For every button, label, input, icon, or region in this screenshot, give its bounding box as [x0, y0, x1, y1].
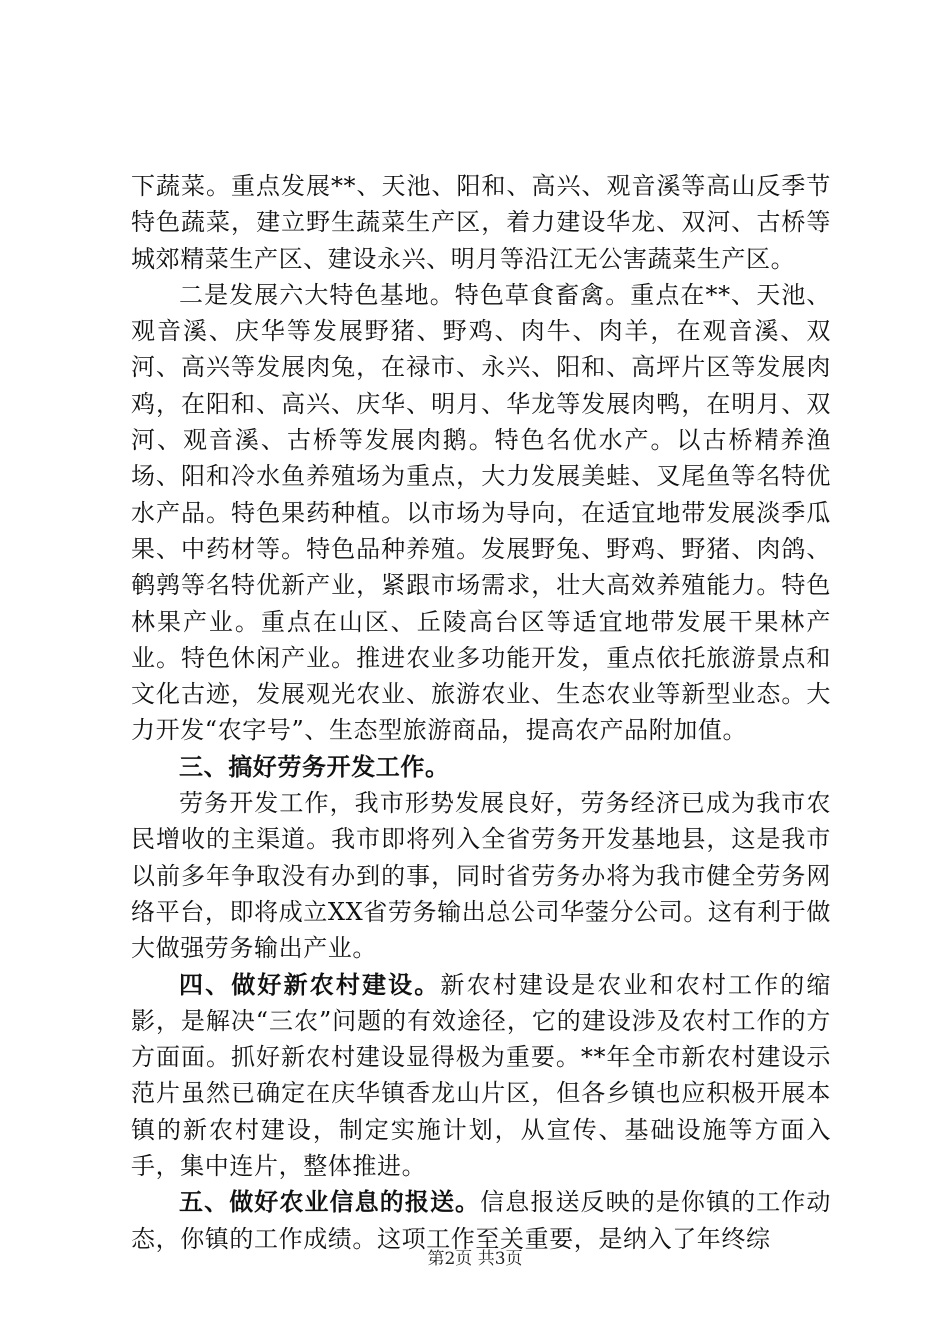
paragraph-text: 二是发展六大特色基地。特色草食畜禽。重点在**、天池、观音溪、庆华等发展野猪、野鸡、肉牛、肉羊，在观音溪、双河、高兴等发展肉兔，在禄市、永兴、阳和、高坪片区等发展肉鸡，在阳和、高兴、庆华、明月、华龙等发展肉鸭，在明月、双河、观音溪、古桥等发展肉鹅。特色名优水产。以古桥精养渔场、阳和冷水鱼养殖场为重点，大力发展美蛙、叉尾鱼等名特优水产品。特色果药种植。以市场为导向，在适宜地带发展淡季瓜果、中药材等。特色品种养殖。发展野兔、野鸡、野猪、肉鸽、鹌鹑等名特优新产业，紧跟市场需求，壮大高效养殖能力。特色林果产业。重点在山区、丘陵高台区等适宜地带发展干果林产业。特色休闲产业。推进农业多功能开发，重点依托旅游景点和文化古迹，发展观光农业、旅游农业、生态农业等新型业态。大力开发“农字号”、生态型旅游商品，提高农产品附加值。	[131, 280, 831, 745]
section-heading: 四、做好新农村建设。	[179, 970, 441, 999]
paragraph-special-bases	[131, 277, 831, 749]
section-heading: 五、做好农业信息的报送。	[179, 1188, 481, 1217]
paragraph-text: 信息报送反映的是你镇的工作动态，你镇的工作成绩。这项工作至关重要，是纳入了年终综	[131, 1188, 831, 1253]
body-text	[131, 168, 831, 1257]
paragraph-text: 劳务开发工作，我市形势发展良好，劳务经济已成为我市农民增收的主渠道。我市即将列入全省劳务开发基地县，这是我市以前多年争取没有办到的事，同时省劳务办将为我市健全劳务网络平台，即将成立XX省劳务输出总公司华蓥分公司。这有利于做大做强劳务输出产业。	[131, 789, 831, 963]
paragraph-labor-development	[131, 785, 831, 966]
page-footer: 第2页 共3页	[427, 1249, 523, 1269]
paragraph-text: 新农村建设是农业和农村工作的缩影，是解决“三农”问题的有效途径，它的建设涉及农村工作的方方面面。抓好新农村建设显得极为重要。**年全市新农村建设示范片虽然已确定在庆华镇香龙山片区，但各乡镇也应积极开展本镇的新农村建设，制定实施计划，从宣传、基础设施等方面入手，集中连片，整体推进。	[131, 970, 832, 1181]
section-heading: 三、搞好劳务开发工作。	[179, 752, 450, 781]
paragraph-new-countryside	[131, 967, 831, 1185]
paragraph-text: 下蔬菜。重点发展**、天池、阳和、高兴、观音溪等高山反季节特色蔬菜，建立野生蔬菜生产区，着力建设华龙、双河、古桥等城郊精菜生产区、建设永兴、明月等沿江无公害蔬菜生产区。	[131, 172, 831, 273]
paragraph-vegetables-continued	[131, 168, 831, 277]
section-heading-labor	[131, 749, 831, 785]
